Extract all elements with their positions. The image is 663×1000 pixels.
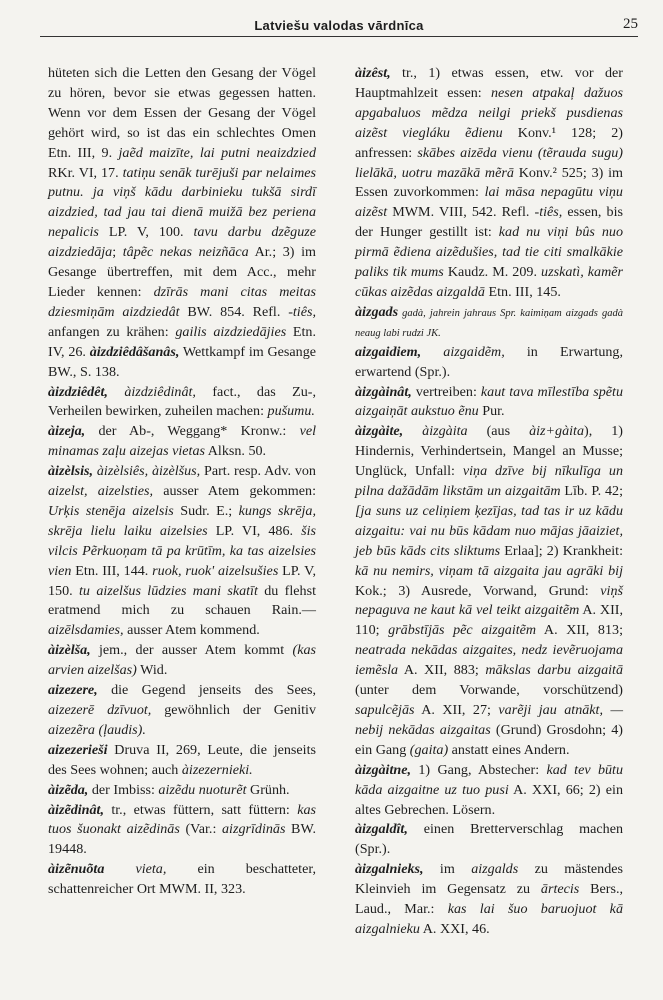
- text-segment: der Ab-, Weggang* Kronw.:: [85, 423, 300, 440]
- text-segment: Erlaa]; 2) Krankheit:: [500, 542, 623, 559]
- text-segment: die Gegend jenseits des Sees,: [97, 682, 316, 699]
- text-segment: im: [423, 861, 472, 878]
- dictionary-entry: [355, 383, 623, 423]
- dictionary-entry: [355, 422, 623, 760]
- italic-text: (kas arvien aizelšas): [48, 642, 316, 679]
- dictionary-entry: [355, 820, 623, 860]
- headword: àizgàite,: [355, 423, 404, 440]
- italic-text: (gaita): [409, 741, 449, 758]
- italic-text: vel minamas zaļu aizejas vietas: [48, 423, 316, 460]
- text-segment: [108, 384, 124, 400]
- text-segment: Grünh.: [246, 781, 290, 798]
- italic-text: kā nu nemirs, viņam tā aizgaita jau agrāki bij: [355, 562, 623, 579]
- italic-text: kas lai šuo baruojuot kā aizgalnieku: [355, 901, 623, 937]
- italic-text: kas tuos šuonakt aizẽdinās: [48, 801, 316, 838]
- italic-text: tavu darbu dzẽguze aizdziedāja: [48, 224, 317, 261]
- italic-text: aizezẽra (ļaudis).: [48, 721, 146, 738]
- text-segment: Konv.² 525; 3) im Essen zuvorkommen:: [355, 164, 624, 201]
- text-segment: BW. 854. Refl.: [179, 303, 289, 320]
- text-segment: (Var.:: [179, 821, 222, 838]
- continued-text: [48, 64, 316, 383]
- italic-text: -tiês,: [288, 303, 316, 320]
- text-segment: anstatt eines Andern.: [448, 741, 570, 758]
- headword: àizdziêdâšanâs,: [89, 343, 180, 360]
- dictionary-entry: [48, 681, 316, 741]
- page-number: 25: [623, 16, 638, 32]
- text-segment: essen, bis der Hunger gestillt ist:: [355, 204, 623, 241]
- italic-text: nesen atpakaļ dažuos apgabaluos mẽdza neilgi priekš pusdienas aizẽst viegláku ẽdienu: [355, 84, 623, 141]
- text-segment: (aus: [467, 423, 530, 440]
- text-segment: ein beschatteter, schattenreicher Ort MWM. II, 323.: [48, 861, 316, 898]
- text-segment: Sudr. E.;: [173, 502, 239, 519]
- italic-text: mākslas darbu aizgaitā: [485, 662, 623, 679]
- text-segment: A. XXI, 46.: [419, 920, 490, 937]
- text-segment: hüteten sich die Letten den Gesang der Vögel zu hören, bevor sie etwas gegessen hatten. Wenn vor dem Essen der Gesang der Vögel gehört wird, so ist das ein schlechtes Omen Etn. III, 9.: [48, 65, 316, 161]
- headword: àizgàitne,: [355, 761, 411, 778]
- text-segment: gadà, jahrein jahraus Spr. kaimiņam aizgads gadà neaug labi rudzi JK.: [355, 307, 623, 339]
- page-header: [40, 14, 638, 37]
- headword: àizẽdinât,: [48, 801, 104, 818]
- italic-text: aizgaidẽm,: [443, 343, 505, 360]
- italic-text: Urķis stenēja aizelsis: [48, 502, 174, 519]
- text-segment: Wid.: [136, 662, 168, 679]
- italic-text: dzīrās mani citas meitas dziesmiņām aizdziedât: [48, 283, 316, 320]
- headword: àizgads: [355, 303, 399, 320]
- text-segment: (unter dem Vorwande, vorschützend): [355, 682, 623, 699]
- text-segment: tr., 1) etwas essen, etw. vor der Hauptmahlzeit essen:: [355, 65, 623, 101]
- text-segment: 1) Gang, Abstecher:: [411, 761, 547, 778]
- text-segment: Konv.¹ 128; 2) anfressen:: [355, 124, 623, 161]
- text-segment: anfangen zu krähen:: [48, 323, 176, 340]
- text-segment: LP. V, 150.: [48, 562, 316, 599]
- text-segment: MWM. VIII, 542. Refl.: [387, 204, 535, 221]
- text-segment: [403, 423, 422, 439]
- italic-text: grābstījās pẽc aizgaitẽm: [388, 622, 537, 639]
- right-column: [355, 64, 623, 940]
- italic-text: tatiņu senāk turējuši par nelaimes putnu. ja viņš kādu darbinieku tukšā sirdī aizdzied, tad jau tai dienā muižā bez periena nepalicis: [48, 164, 316, 241]
- text-segment: Alksn. 50.: [205, 443, 267, 460]
- text-segment: fact., das Zu-, Verheilen bewirken, zuheilen machen:: [48, 383, 316, 420]
- dictionary-entry: [48, 383, 316, 423]
- italic-text: lai māsa nepagūtu viņu aizẽst: [355, 184, 623, 221]
- italic-text: kaut tava mīlestība spẽtu aizgaiņāt aukstuo ẽnu: [355, 383, 624, 420]
- headword: aizezerieši: [48, 741, 108, 758]
- italic-text: aizezerē dzīvuot,: [48, 702, 152, 718]
- text-segment: A. XXI, 66; 2) ein altes Gebrechen. Lösern.: [355, 781, 623, 818]
- italic-text: aizgalds: [471, 861, 519, 878]
- italic-text: viņa dzīve bij nīkulīga un pilna dažādām likstām un aizgaitām: [355, 463, 623, 500]
- italic-text: jaẽd maizīte, lai putni neaizdzied: [118, 144, 316, 161]
- text-segment: du flehst eratmend mich zu schauen Rain.—: [48, 582, 316, 619]
- text-segment: LP. V, 100.: [98, 224, 194, 241]
- left-column: [48, 64, 316, 900]
- italic-text: vieta,: [135, 861, 167, 878]
- text-segment: RKr. VI, 17.: [48, 164, 123, 181]
- italic-text: aizgrīdinās: [222, 821, 286, 838]
- dictionary-entry: [48, 462, 316, 641]
- italic-text: ruok, ruok' aizelsušies: [152, 562, 279, 579]
- text-segment: vertreiben:: [411, 383, 481, 400]
- text-segment: Etn. III, 145.: [484, 283, 561, 300]
- italic-text: viņš nepaguva ne kaut kā vel teikt aizgaitẽm: [355, 582, 623, 619]
- text-segment: Līb. P. 42;: [560, 483, 623, 500]
- italic-text: sapulcẽjās: [355, 702, 415, 718]
- italic-text: àizèlsiês, àizèlšus,: [96, 463, 201, 480]
- text-segment: Kaudz. M. 209.: [443, 264, 542, 281]
- headword: àizgàinât,: [355, 383, 412, 400]
- italic-text: aizelst, aizelsties,: [48, 483, 153, 500]
- dictionary-entry: [355, 761, 623, 821]
- text-segment: tr., etwas füttern, satt füttern:: [104, 801, 298, 818]
- italic-text: àiz+gàita: [529, 423, 585, 440]
- dictionary-entry: [48, 860, 316, 900]
- headword: àizdziêdêt,: [48, 383, 108, 400]
- dictionary-entry: [48, 641, 316, 681]
- italic-text: kad nu viņi bûs nuo pirmā ẽdiena aizẽdušies, tad tie citi smalkākie paliks tik mums: [355, 224, 623, 281]
- text-segment: Wettkampf im Gesange BW., S. 138.: [48, 343, 316, 380]
- text-segment: Bers., Laud., Mar.:: [355, 881, 624, 918]
- text-segment: BW. 19448.: [48, 821, 316, 858]
- headword: aizgaidiem,: [355, 343, 422, 360]
- text-segment: Ar.; 3) im Gesange übertreffen, mit dem Acc., mehr Lieder kennen:: [48, 244, 316, 300]
- text-segment: der Imbiss:: [88, 781, 159, 798]
- text-segment: LP. VI, 486.: [207, 522, 302, 539]
- text-segment: ausser Atem kommend.: [123, 622, 260, 639]
- headword: àizèlsis,: [48, 463, 94, 480]
- italic-text: àizgàita: [422, 423, 468, 440]
- italic-text: -tiês,: [534, 204, 563, 221]
- text-segment: einen Bretterverschlag machen (Spr.).: [355, 821, 623, 858]
- italic-text: àizezernieki.: [181, 761, 253, 778]
- dictionary-entry: [48, 781, 316, 801]
- running-title: Latviešu valodas vārdnīca: [254, 18, 424, 33]
- text-segment: jem., der ausser Atem kommt: [90, 642, 293, 659]
- italic-text: kungs skrēja, skrēja lielu laiku aizelsies: [48, 502, 316, 539]
- text-segment: Pur.: [478, 403, 505, 420]
- italic-text: gailis aizdziedājies: [175, 323, 287, 340]
- italic-text: ārtecis: [540, 881, 580, 898]
- italic-text: neatrada nekādas aizgaites, nedz ievẽruojama iemẽsla: [355, 642, 623, 679]
- italic-text: tu aizelšus lūdzies mani skatīt: [79, 582, 258, 599]
- text-segment: in Erwartung, erwartend (Spr.).: [355, 343, 623, 380]
- dictionary-entry: [48, 801, 316, 861]
- italic-text: aizēlsdamies,: [48, 622, 124, 639]
- dictionary-entry: [355, 343, 623, 383]
- text-segment: Druva II, 269, Leute, die jenseits des Sees wohnen; auch: [48, 741, 316, 778]
- text-segment: gewöhnlich der Genitiv: [151, 702, 316, 718]
- headword: àizeja,: [48, 423, 86, 440]
- italic-text: [ja suns uz celiņiem ķezījas, tad tas ir uz kādu aizgaitu: vai nu būs kādam nuo mājas jāaiziet, jeb būs kāds cits sliktums: [355, 502, 623, 559]
- dictionary-entry: [355, 303, 623, 343]
- text-segment: ;: [112, 244, 123, 261]
- headword: àizêst,: [355, 65, 391, 81]
- text-segment: Part. resp. Adv. von: [200, 463, 316, 480]
- text-segment: Kok.; 3) Ausrede, Vorwand, Grund:: [355, 582, 601, 599]
- text-segment: [421, 344, 443, 360]
- text-segment: Etn. III, 144.: [71, 562, 153, 579]
- text-segment: A. XII, 813;: [536, 622, 623, 639]
- headword: aizezere,: [48, 682, 98, 699]
- italic-text: uzskatì, kamẽr cūkas aizẽdas aizgaldā: [355, 264, 624, 300]
- italic-text: skābes aizēda vienu (tẽrauda sugu) lielākā, uotru mazākā mẽrā: [355, 144, 623, 181]
- italic-text: pušumu.: [267, 403, 315, 420]
- italic-text: varẽji jau atnākt, — nebij nekādas aizgaitas: [355, 702, 623, 738]
- headword: àizgalnieks,: [355, 861, 424, 878]
- text-segment: [104, 861, 135, 877]
- dictionary-entry: [48, 422, 316, 462]
- italic-text: šis vilcis Pẽrkuoņam tā pa krūtīm, ka tas aizelsies vien: [48, 522, 316, 579]
- dictionary-entry: [355, 860, 623, 940]
- dictionary-entry: [48, 741, 316, 781]
- text-segment: ausser Atem gekommen:: [152, 483, 316, 500]
- text-segment: A. XII, 883;: [398, 662, 486, 679]
- italic-text: tâpẽc nekas neizñāca: [122, 244, 249, 261]
- text-segment: (Grund) Grosdohn; 4) ein Gang: [355, 721, 623, 758]
- text-segment: zu mästendes Kleinvieh im Gegensatz zu: [355, 861, 623, 898]
- dictionary-entry: [355, 64, 623, 303]
- italic-text: aizẽdu nuoturẽt: [158, 781, 247, 798]
- headword: àizẽda,: [48, 781, 89, 798]
- text-segment: A. XII, 27;: [414, 702, 499, 718]
- text-segment: A. XII, 110;: [355, 602, 623, 639]
- headword: àizẽnuõta: [48, 861, 105, 878]
- italic-text: àizdziêdinât,: [124, 383, 196, 400]
- headword: àizèlša,: [48, 642, 91, 659]
- text-segment: Etn. IV, 26.: [48, 323, 317, 360]
- headword: àizgaldît,: [355, 821, 408, 838]
- text-segment: ), 1) Hindernis, Verhindertsein, Mangel an Musse; Unglück, Unfall:: [355, 423, 623, 480]
- italic-text: kad tev būtu kāda aizgaitne uz tuo pusi: [355, 761, 623, 798]
